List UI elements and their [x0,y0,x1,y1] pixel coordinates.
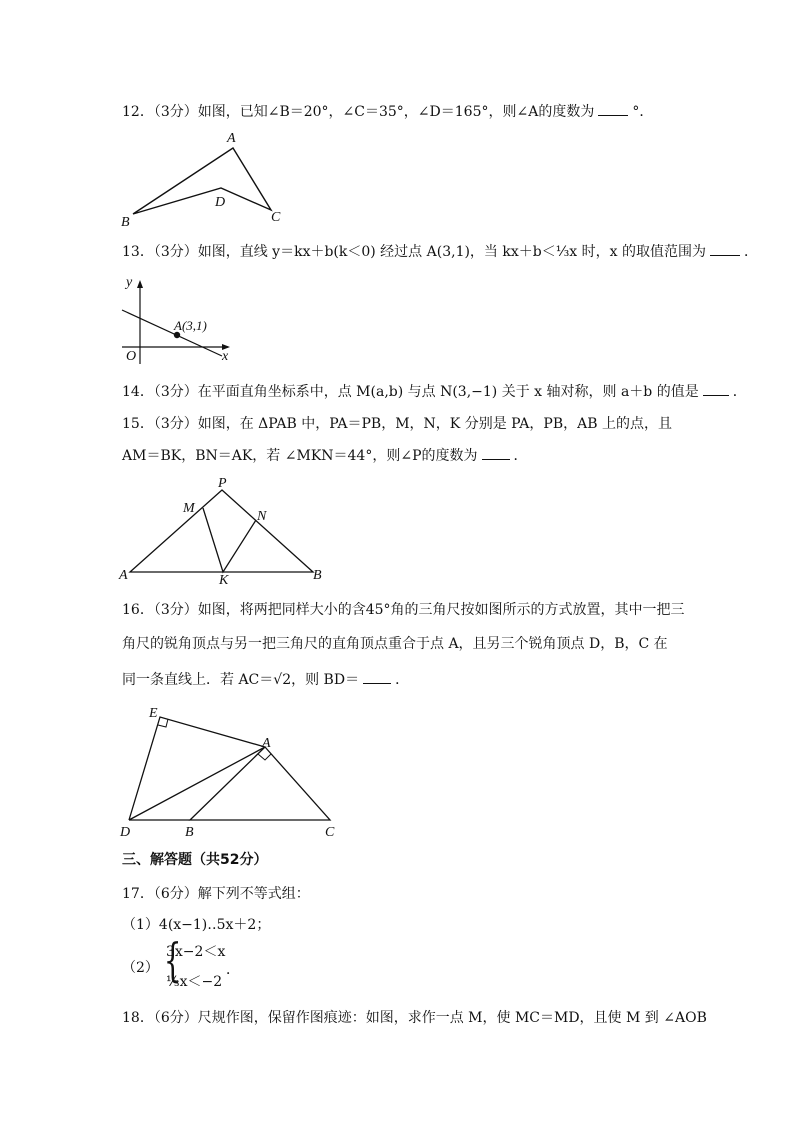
q14-after: ． [732,384,747,400]
q16-triangle-ead [129,717,265,820]
q16-label-e: E [149,706,158,721]
q15-text-line2 [122,446,528,466]
q17-part2-row2 [166,972,222,992]
q14-question: 14．（3分）在平面直角坐标系中，点 M(a,b) 与点 N(3,−1) 关于 x 轴对称，则 a＋b 的值是 [122,384,699,400]
q12-text-line [122,102,653,122]
q13-label-x: x [222,349,229,364]
q12-answer-blank[interactable] [598,103,628,116]
q15-label-p: P [218,476,227,491]
q12-shape [133,148,271,214]
q15-label-n: N [257,509,267,524]
q15-label-k: K [219,573,229,586]
q16-label-c: C [325,825,335,840]
q12-label-a: A [227,131,236,146]
q16-text-line3 [122,670,409,690]
q17-part2-label: （2） [122,960,159,976]
q17-part1: （1）4(x−1)‥5x＋2； [122,917,271,933]
q12-label-b: B [121,215,130,228]
q15-inner-lines [203,508,256,572]
q17-part2-label-line [122,958,159,978]
q15-label-m: M [183,501,195,516]
q13-text-line [122,242,758,262]
section3-title: 三、解答题（共52分） [122,852,268,868]
q13-answer-blank[interactable] [710,243,740,256]
q16-after: ． [395,672,410,688]
q16-text-line1 [122,600,685,620]
q16-answer-blank[interactable] [363,671,391,684]
q14-text-line [122,382,747,402]
q13-label-y: y [126,275,133,290]
q14-answer-blank[interactable] [703,383,729,396]
q15-question-line2: AM＝BK，BN＝AK，若 ∠MKN＝44°，则∠P的度数为 [122,448,478,464]
q13-label-o: O [126,349,137,364]
q16-label-d: D [120,825,131,840]
q17-brace: { [163,933,182,987]
q16-triangle-abc [190,747,330,820]
q16-text-line2 [122,634,668,654]
q12-label-c: C [271,210,281,225]
q16-question-line3: 同一条直线上．若 AC＝√2，则 BD＝ [122,672,360,688]
q15-answer-blank[interactable] [482,447,510,460]
q17-part2-end: ． [226,962,240,978]
q17-part2-line1: 3x−2＜x [166,944,226,960]
q16-label-b: B [185,825,194,840]
q15-after: ． [513,448,528,464]
q17-part1-line [122,915,270,935]
q16-right-angle-a [258,754,271,760]
q16-figure [115,700,350,840]
q13-y-arrow [137,280,143,288]
q13-question: 13．（3分）如图，直线 y＝kx＋b(k＜0) 经过点 A(3,1)，当 kx＋b＜⅓x 时，x 的取值范围为 [122,244,706,260]
q17-part2-end-line [226,960,240,980]
q13-line [122,310,222,356]
q17-part2-row1 [166,942,225,962]
q17-text-line [122,884,310,904]
q13-label-a: A(3,1) [174,318,207,333]
q15-figure [115,474,330,586]
q15-label-b: B [313,568,322,583]
q12-label-d: D [215,195,226,210]
q15-text-line1 [122,414,672,434]
q15-label-a: A [119,568,128,583]
q16-question-line2: 角尺的锐角顶点与另一把三角尺的直角顶点重合于点 A，且另三个锐角顶点 D，B，C 在 [122,636,668,652]
q13-after: ． [744,244,758,260]
q12-question: 12．（3分）如图，已知∠B＝20°，∠C＝35°，∠D＝165°，则∠A的度数为 [122,104,595,120]
q18-text-line [122,1008,707,1028]
q15-question-line1: 15．（3分）如图，在 ΔPAB 中，PA＝PB，M，N，K 分别是 PA，PB，AB 上的点，且 [122,416,672,432]
q17-part2-line2: ⅓x＜−2 [166,974,223,990]
q16-label-a: A [262,736,271,751]
q12-after: °． [632,104,654,120]
q15-triangle [130,490,313,572]
q16-question-line1: 16．（3分）如图，将两把同样大小的含45°角的三角尺按如图所示的方式放置，其中一把三 [122,602,685,618]
q17-question: 17．（6分）解下列不等式组： [122,886,310,902]
q13-figure [118,272,243,367]
q18-question: 18．（6分）尺规作图，保留作图痕迹：如图，求作一点 M，使 MC＝MD，且使 M 到 ∠AOB [122,1010,707,1026]
section3-heading [122,850,267,870]
q12-figure [115,128,295,228]
